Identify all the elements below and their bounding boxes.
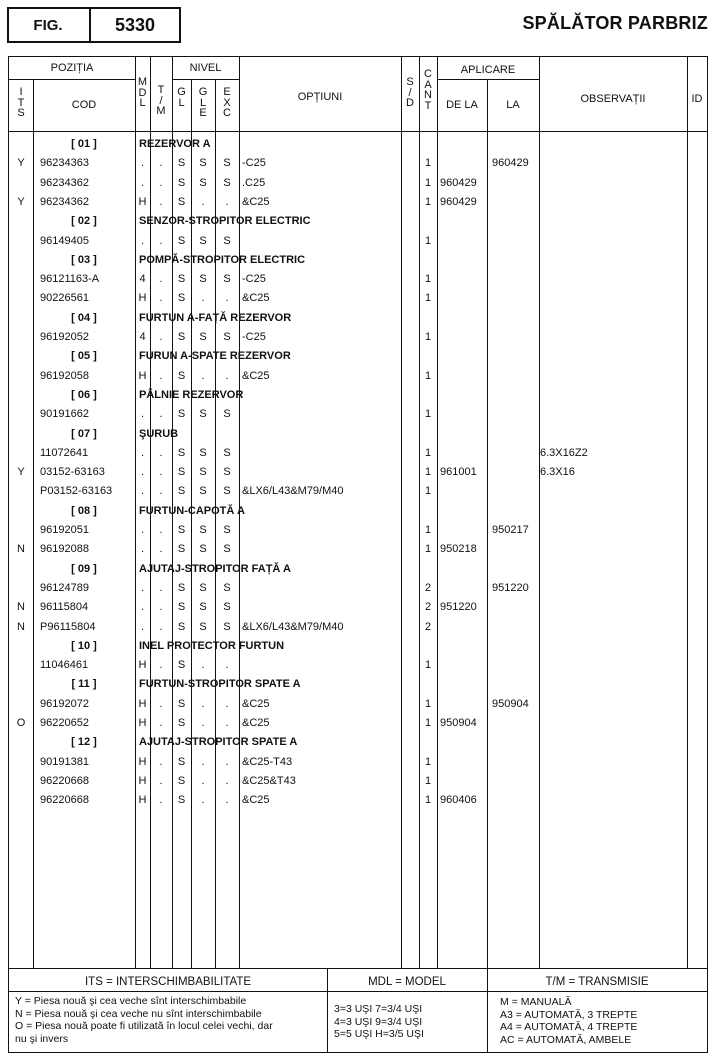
group-title: FURTUN A-FAȚĂ REZERVOR xyxy=(139,311,292,324)
cell-cant: 1 xyxy=(424,659,432,672)
cell-opt: &C25&T43 xyxy=(242,774,296,787)
cell-gl: S xyxy=(177,157,186,170)
cell-gle: S xyxy=(199,273,207,286)
group-number: [ 10 ] xyxy=(71,639,97,652)
group-number: [ 01 ] xyxy=(71,138,97,150)
cell-exc: . xyxy=(225,697,229,710)
cell-cod: 11046461 xyxy=(40,659,89,672)
cell-opt: &C25 xyxy=(242,697,270,710)
cell-dela: 950904 xyxy=(440,717,477,729)
cell-tm: . xyxy=(159,485,163,498)
cell-dela: 960429 xyxy=(440,176,477,189)
cell-cod: P96115804 xyxy=(40,620,96,633)
cell-mdl: . xyxy=(140,620,145,633)
legend-mdl-line: 3=3 UŞI 7=3/4 UŞI xyxy=(334,1003,423,1015)
cell-cod: 96192088 xyxy=(40,543,89,556)
cell-cant: 1 xyxy=(424,543,432,556)
cell-mdl: . xyxy=(140,601,145,614)
cell-mdl: . xyxy=(140,408,145,421)
cell-opt: .C25 xyxy=(242,176,266,189)
cell-exc: S xyxy=(223,543,231,556)
cell-gl: S xyxy=(177,659,186,672)
cell-gl: S xyxy=(177,774,186,787)
cell-its: Y xyxy=(17,195,25,208)
cell-tm: . xyxy=(159,234,163,247)
cell-exc: . xyxy=(225,659,229,672)
cell-gl: S xyxy=(177,331,186,343)
group-title: INEL PROTECTOR FURTUN xyxy=(139,639,285,652)
cell-tm: . xyxy=(159,524,163,536)
header-cant: C A N T xyxy=(424,68,432,112)
cell-gle: S xyxy=(199,524,207,536)
legend-tm-line: A3 = AUTOMATĂ, 3 TREPTE xyxy=(500,1008,638,1021)
cell-gl: S xyxy=(177,524,186,536)
cell-cod: 90191662 xyxy=(40,408,89,421)
cell-tm: . xyxy=(159,774,163,787)
cell-opt: -C25 xyxy=(242,273,266,286)
cell-exc: . xyxy=(225,292,229,305)
group-number: [ 07 ] xyxy=(71,427,97,440)
cell-la: 960429 xyxy=(492,157,529,170)
cell-exc: S xyxy=(223,176,231,189)
group-title: AJUTAJ-STROPITOR SPATE A xyxy=(139,736,298,749)
cell-mdl: . xyxy=(140,543,145,556)
cell-obs: 6.3X16 xyxy=(540,466,575,479)
header-la: LA xyxy=(506,99,520,111)
document-title: SPĂLĂTOR PARBRIZ xyxy=(522,13,708,33)
cell-tm: . xyxy=(159,697,163,710)
cell-tm: . xyxy=(159,794,163,807)
cell-tm: . xyxy=(159,176,163,189)
cell-cant: 1 xyxy=(424,331,432,343)
cell-la: 951220 xyxy=(492,581,529,594)
cell-tm: . xyxy=(159,369,163,382)
cell-cant: 1 xyxy=(424,157,432,170)
group-number: [ 04 ] xyxy=(71,311,97,324)
cell-cant: 1 xyxy=(424,234,432,247)
cell-cod: 96124789 xyxy=(40,581,89,594)
cell-cod: 96192072 xyxy=(40,697,89,710)
cell-la: 950904 xyxy=(492,697,529,710)
cell-cod: 96234362 xyxy=(40,195,89,208)
cell-cod: 96192051 xyxy=(40,524,89,536)
cell-cant: 1 xyxy=(424,794,432,807)
cell-cod: 96234363 xyxy=(40,157,89,170)
cell-tm: . xyxy=(159,292,163,305)
cell-gl: S xyxy=(177,717,186,729)
cell-cant: 2 xyxy=(424,581,432,594)
cell-gle: . xyxy=(201,697,205,710)
cell-mdl: H xyxy=(138,369,147,382)
group-number: [ 03 ] xyxy=(71,253,97,266)
legend-tm-line: A4 = AUTOMATĂ, 4 TREPTE xyxy=(500,1021,638,1034)
header-pozitia: POZIȚIA xyxy=(50,62,94,74)
cell-exc: . xyxy=(225,774,229,787)
cell-exc: . xyxy=(225,195,229,208)
cell-dela: 960429 xyxy=(440,195,477,208)
cell-exc: S xyxy=(223,466,231,479)
cell-gl: S xyxy=(177,292,186,305)
cell-cod: 03152-63163 xyxy=(40,466,105,479)
cell-gle: . xyxy=(201,369,205,382)
cell-cant: 1 xyxy=(424,755,432,768)
cell-gl: S xyxy=(177,446,186,459)
cell-opt: &C25 xyxy=(242,292,270,305)
group-number: [ 08 ] xyxy=(71,504,97,517)
cell-gle: S xyxy=(199,157,207,170)
cell-opt: &C25 xyxy=(242,369,270,382)
cell-gle: S xyxy=(199,543,207,556)
cell-dela: 951220 xyxy=(440,601,477,614)
cell-mdl: H xyxy=(138,755,147,768)
cell-tm: . xyxy=(159,601,163,614)
cell-cod: 96192052 xyxy=(40,331,89,343)
group-title: SENZOR-STROPITOR ELECTRIC xyxy=(139,215,311,228)
legend-tm-line: M = MANUALĂ xyxy=(500,996,572,1008)
cell-tm: . xyxy=(159,659,163,672)
group-number: [ 11 ] xyxy=(71,678,97,691)
cell-gl: S xyxy=(177,234,186,247)
cell-obs: 6.3X16Z2 xyxy=(540,446,588,459)
cell-cod: 90226561 xyxy=(40,292,89,305)
cell-tm: . xyxy=(159,446,163,459)
header-mdl: M D L xyxy=(137,76,148,109)
cell-cod: 96192058 xyxy=(40,369,89,382)
cell-its: O xyxy=(16,717,26,729)
header-exc: E X C xyxy=(223,86,231,119)
cell-gl: S xyxy=(177,755,186,768)
cell-gle: . xyxy=(201,774,205,787)
header-observatii: OBSERVAȚII xyxy=(580,93,646,105)
cell-mdl: H xyxy=(138,292,147,305)
cell-tm: . xyxy=(159,408,163,421)
cell-tm: . xyxy=(159,620,163,633)
cell-mdl: . xyxy=(140,466,145,479)
figure-number: 5330 xyxy=(114,14,156,35)
header-gle: G L E xyxy=(198,86,208,119)
group-title: POMPĂ-STROPITOR ELECTRIC xyxy=(139,253,306,266)
group-title: PÂLNIE REZERVOR xyxy=(139,388,244,401)
cell-mdl: . xyxy=(140,524,145,536)
cell-cant: 1 xyxy=(424,408,432,421)
cell-gle: . xyxy=(201,659,205,672)
cell-cant: 1 xyxy=(424,292,432,305)
cell-cant: 1 xyxy=(424,446,432,459)
cell-cant: 1 xyxy=(424,774,432,787)
figure-label: FIG. xyxy=(33,16,63,34)
cell-mdl: . xyxy=(140,234,145,247)
legend-mdl-lines xyxy=(334,1003,484,1041)
legend-mdl-line: 5=5 UŞI H=3/5 UŞI xyxy=(334,1028,424,1041)
cell-exc: S xyxy=(223,620,231,633)
cell-gle: . xyxy=(201,195,205,208)
cell-gl: S xyxy=(177,581,186,594)
cell-mdl: . xyxy=(140,157,145,170)
cell-gl: S xyxy=(177,794,186,807)
cell-exc: . xyxy=(225,369,229,382)
header-optiuni: OPȚIUNI xyxy=(297,91,343,103)
cell-mdl: . xyxy=(140,485,145,498)
legend-mdl-line: 4=3 UŞI 9=3/4 UŞI xyxy=(334,1015,423,1028)
cell-gl: S xyxy=(177,543,186,556)
cell-mdl: 4 xyxy=(139,273,146,286)
cell-gle: . xyxy=(201,292,205,305)
cell-gle: S xyxy=(199,446,207,459)
cell-cant: 2 xyxy=(424,620,432,633)
cell-gle: . xyxy=(201,794,205,807)
cell-gl: S xyxy=(177,176,186,189)
cell-cant: 2 xyxy=(424,601,432,614)
header-gl: G L xyxy=(177,86,186,109)
group-number: [ 06 ] xyxy=(71,388,97,401)
cell-mdl: H xyxy=(138,717,147,729)
cell-mdl: H xyxy=(138,697,147,710)
parts-table xyxy=(8,56,708,969)
cell-exc: . xyxy=(225,794,229,807)
group-title: FURTUN-STROPITOR SPATE A xyxy=(139,678,301,691)
cell-exc: S xyxy=(223,331,231,343)
cell-tm: . xyxy=(159,273,163,286)
cell-cant: 1 xyxy=(424,176,432,189)
cell-gle: . xyxy=(201,755,205,768)
cell-cod: P03152-63163 xyxy=(40,485,113,498)
cell-exc: S xyxy=(223,234,231,247)
cell-exc: S xyxy=(223,408,231,421)
cell-cod: 96234362 xyxy=(40,176,89,189)
legend-tm-title: T/M = TRANSMISIE xyxy=(545,976,649,988)
cell-mdl: 4 xyxy=(139,331,146,343)
cell-exc: S xyxy=(223,485,231,498)
legend-tm-lines xyxy=(500,996,705,1046)
cell-opt: &C25 xyxy=(242,717,270,729)
header-tm: T / M xyxy=(156,84,166,117)
cell-mdl: H xyxy=(138,794,147,807)
cell-exc: S xyxy=(223,273,231,286)
legend-its-line: Y = Piesa nouă şi cea veche sînt interschimbabile xyxy=(15,995,247,1007)
cell-gle: S xyxy=(199,176,207,189)
header-nivel: NIVEL xyxy=(189,62,222,74)
cell-gl: S xyxy=(177,273,186,286)
cell-opt: -C25 xyxy=(242,157,266,170)
cell-cod: 96220668 xyxy=(40,794,89,807)
cell-tm: . xyxy=(159,466,163,479)
cell-its: Y xyxy=(17,157,25,170)
cell-gl: S xyxy=(177,195,186,208)
cell-tm: . xyxy=(159,755,163,768)
cell-exc: S xyxy=(223,581,231,594)
cell-cant: 1 xyxy=(424,524,432,536)
cell-cant: 1 xyxy=(424,195,432,208)
header-its: I T S xyxy=(17,86,25,119)
cell-cod: 96220668 xyxy=(40,774,89,787)
header-cod: COD xyxy=(71,99,97,111)
cell-cant: 1 xyxy=(424,697,432,710)
cell-gle: S xyxy=(199,620,207,633)
cell-tm: . xyxy=(159,543,163,556)
cell-exc: . xyxy=(225,755,229,768)
cell-gl: S xyxy=(177,369,186,382)
group-number: [ 09 ] xyxy=(71,562,97,575)
cell-cod: 96121163-A xyxy=(40,273,100,286)
cell-tm: . xyxy=(159,157,163,170)
cell-its: N xyxy=(17,620,25,633)
legend-its-line: nu şi invers xyxy=(15,1032,69,1045)
group-title: AJUTAJ-STROPITOR FAȚĂ A xyxy=(139,562,291,575)
cell-exc: S xyxy=(223,157,231,170)
header-aplicare: APLICARE xyxy=(460,64,516,76)
cell-cant: 1 xyxy=(424,369,432,382)
cell-gle: S xyxy=(199,601,207,614)
header-dela: DE LA xyxy=(446,99,478,111)
group-number: [ 12 ] xyxy=(71,736,97,749)
cell-gle: S xyxy=(199,466,207,479)
cell-opt: -C25 xyxy=(242,331,266,343)
cell-gle: S xyxy=(199,485,207,498)
group-number: [ 05 ] xyxy=(71,350,97,363)
cell-mdl: H xyxy=(138,195,147,208)
group-title: ŞURUB xyxy=(139,427,179,440)
cell-opt: &LX6/L43&M79/M40 xyxy=(242,620,344,633)
cell-exc: S xyxy=(223,446,231,459)
cell-exc: . xyxy=(225,717,229,729)
group-title: FURUN A-SPATE REZERVOR xyxy=(139,350,291,363)
cell-gle: S xyxy=(199,408,207,421)
cell-cod: 96115804 xyxy=(40,601,89,614)
cell-gl: S xyxy=(177,485,186,498)
cell-mdl: . xyxy=(140,446,145,459)
cell-dela: 961001 xyxy=(440,466,477,479)
legend-its-title: ITS = INTERSCHIMBABILITATE xyxy=(84,976,252,988)
group-number: [ 02 ] xyxy=(71,215,97,228)
header-id: ID xyxy=(691,93,703,105)
cell-mdl: H xyxy=(138,774,147,787)
legend-its-line: O = Piesa nouă poate fi utilizată în locul celei vechi, dar xyxy=(15,1020,273,1033)
cell-gl: S xyxy=(177,697,186,710)
cell-dela: 950218 xyxy=(440,543,477,556)
legend-tm-line: AC = AUTOMATĂ, AMBELE xyxy=(500,1033,632,1046)
cell-mdl: . xyxy=(140,581,145,594)
cell-exc: S xyxy=(223,524,231,536)
cell-gle: . xyxy=(201,717,205,729)
cell-cod: 96149405 xyxy=(40,234,89,247)
cell-tm: . xyxy=(159,331,163,343)
group-title: REZERVOR A xyxy=(139,138,211,150)
cell-tm: . xyxy=(159,717,163,729)
cell-gl: S xyxy=(177,620,186,633)
cell-cant: 1 xyxy=(424,273,432,286)
cell-cod: 96220652 xyxy=(40,717,89,729)
cell-opt: &C25 xyxy=(242,794,270,807)
cell-tm: . xyxy=(159,581,163,594)
cell-mdl: . xyxy=(140,176,145,189)
cell-gle: S xyxy=(199,581,207,594)
cell-gl: S xyxy=(177,601,186,614)
cell-dela: 960406 xyxy=(440,794,477,807)
cell-opt: &C25-T43 xyxy=(242,755,293,768)
cell-cant: 1 xyxy=(424,485,432,498)
cell-la: 950217 xyxy=(492,524,529,536)
cell-opt: &C25 xyxy=(242,195,270,208)
legend-its-line: N = Piesa nouă şi cea veche nu sînt interschimbabile xyxy=(15,1007,262,1020)
cell-exc: S xyxy=(223,601,231,614)
header-sd: S / D xyxy=(406,76,414,109)
cell-gle: S xyxy=(199,234,207,247)
cell-gle: S xyxy=(199,331,207,343)
cell-cant: 1 xyxy=(424,466,432,479)
legend-its-lines xyxy=(15,995,325,1045)
cell-its: N xyxy=(17,601,25,614)
cell-cod: 90191381 xyxy=(40,755,89,768)
cell-cant: 1 xyxy=(424,717,432,729)
group-title: FURTUN-CAPOTĂ A xyxy=(139,504,245,517)
legend xyxy=(8,969,708,1053)
cell-its: Y xyxy=(17,466,25,479)
cell-tm: . xyxy=(159,195,163,208)
cell-gl: S xyxy=(177,408,186,421)
cell-gl: S xyxy=(177,466,186,479)
legend-mdl-title: MDL = MODEL xyxy=(368,976,446,988)
cell-its: N xyxy=(17,543,25,556)
cell-cod: 11072641 xyxy=(40,446,89,459)
cell-mdl: H xyxy=(138,659,147,672)
cell-opt: &LX6/L43&M79/M40 xyxy=(242,485,344,498)
